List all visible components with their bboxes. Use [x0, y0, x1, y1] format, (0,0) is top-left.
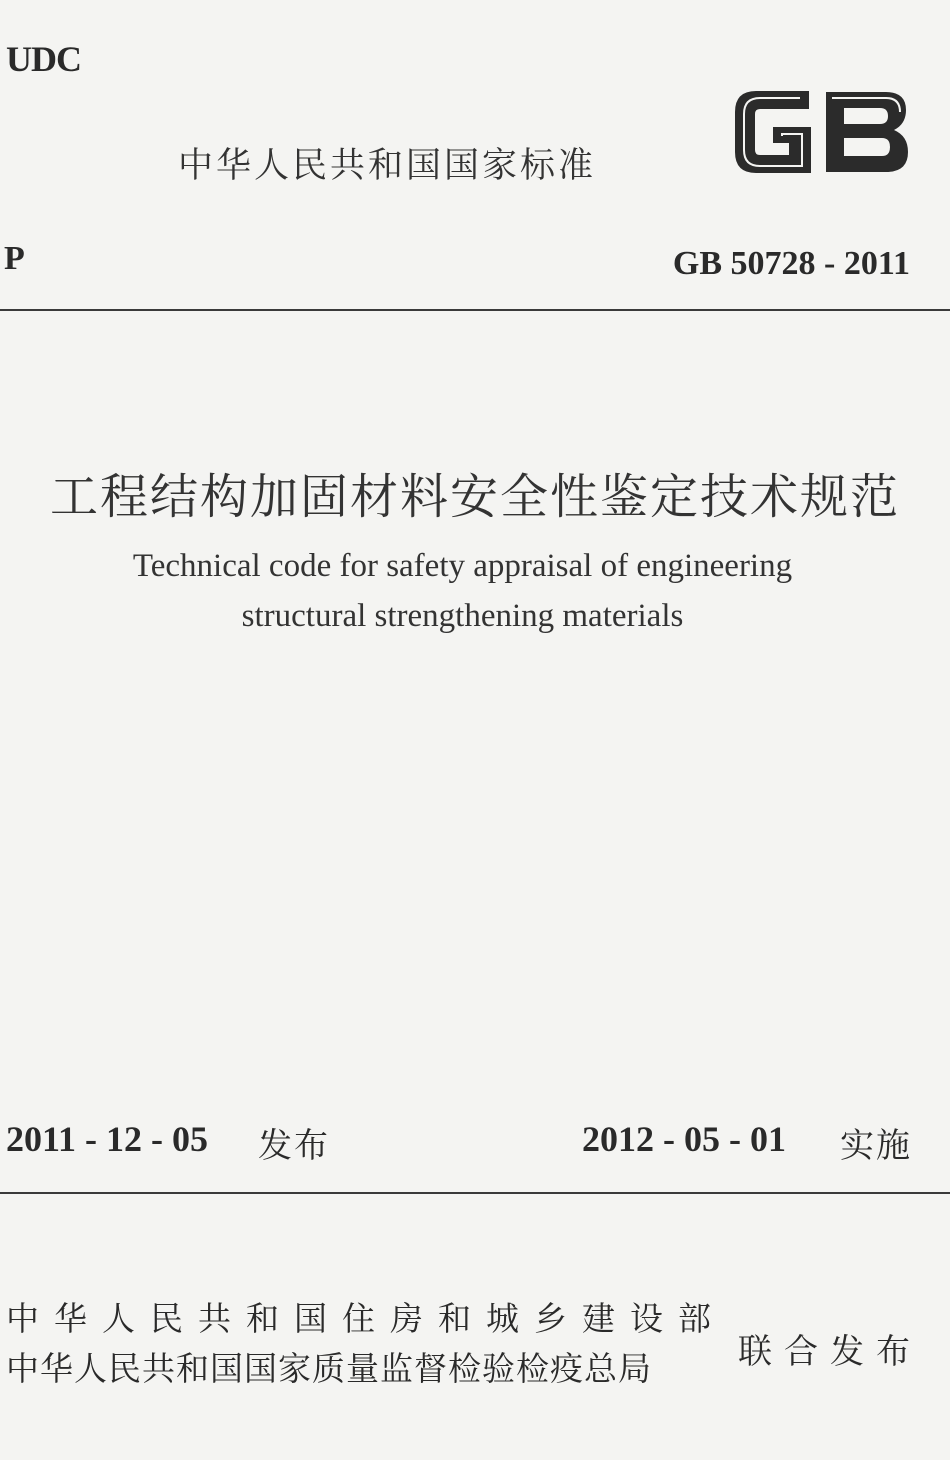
classification-code: P: [4, 240, 25, 277]
issue-date: 2011 - 12 - 05: [6, 1119, 208, 1159]
gb-logo: [730, 86, 912, 178]
standard-number: GB 50728 - 2011: [672, 245, 910, 282]
joint-publish-label: 联合发布: [738, 1332, 922, 1372]
publisher-administration: 中华人民共和国国家质量监督检验检疫总局: [6, 1349, 652, 1388]
implementation-label: 实施: [840, 1126, 912, 1166]
issue-label: 发布: [258, 1126, 330, 1166]
bottom-divider: [0, 1192, 950, 1194]
title-english-line2: structural strengthening materials: [241, 598, 684, 634]
top-divider: [0, 309, 950, 311]
publisher-ministry: 中华人民共和国住房和城乡建设部: [6, 1299, 726, 1338]
implementation-date: 2012 - 05 - 01: [582, 1119, 786, 1159]
udc-label: UDC: [6, 39, 81, 79]
title-chinese: 工程结构加固材料安全性鉴定技术规范: [49, 471, 900, 524]
standard-type-heading: 中华人民共和国国家标准: [178, 146, 597, 186]
title-english-line1: Technical code for safety appraisal of engineering: [132, 548, 793, 584]
